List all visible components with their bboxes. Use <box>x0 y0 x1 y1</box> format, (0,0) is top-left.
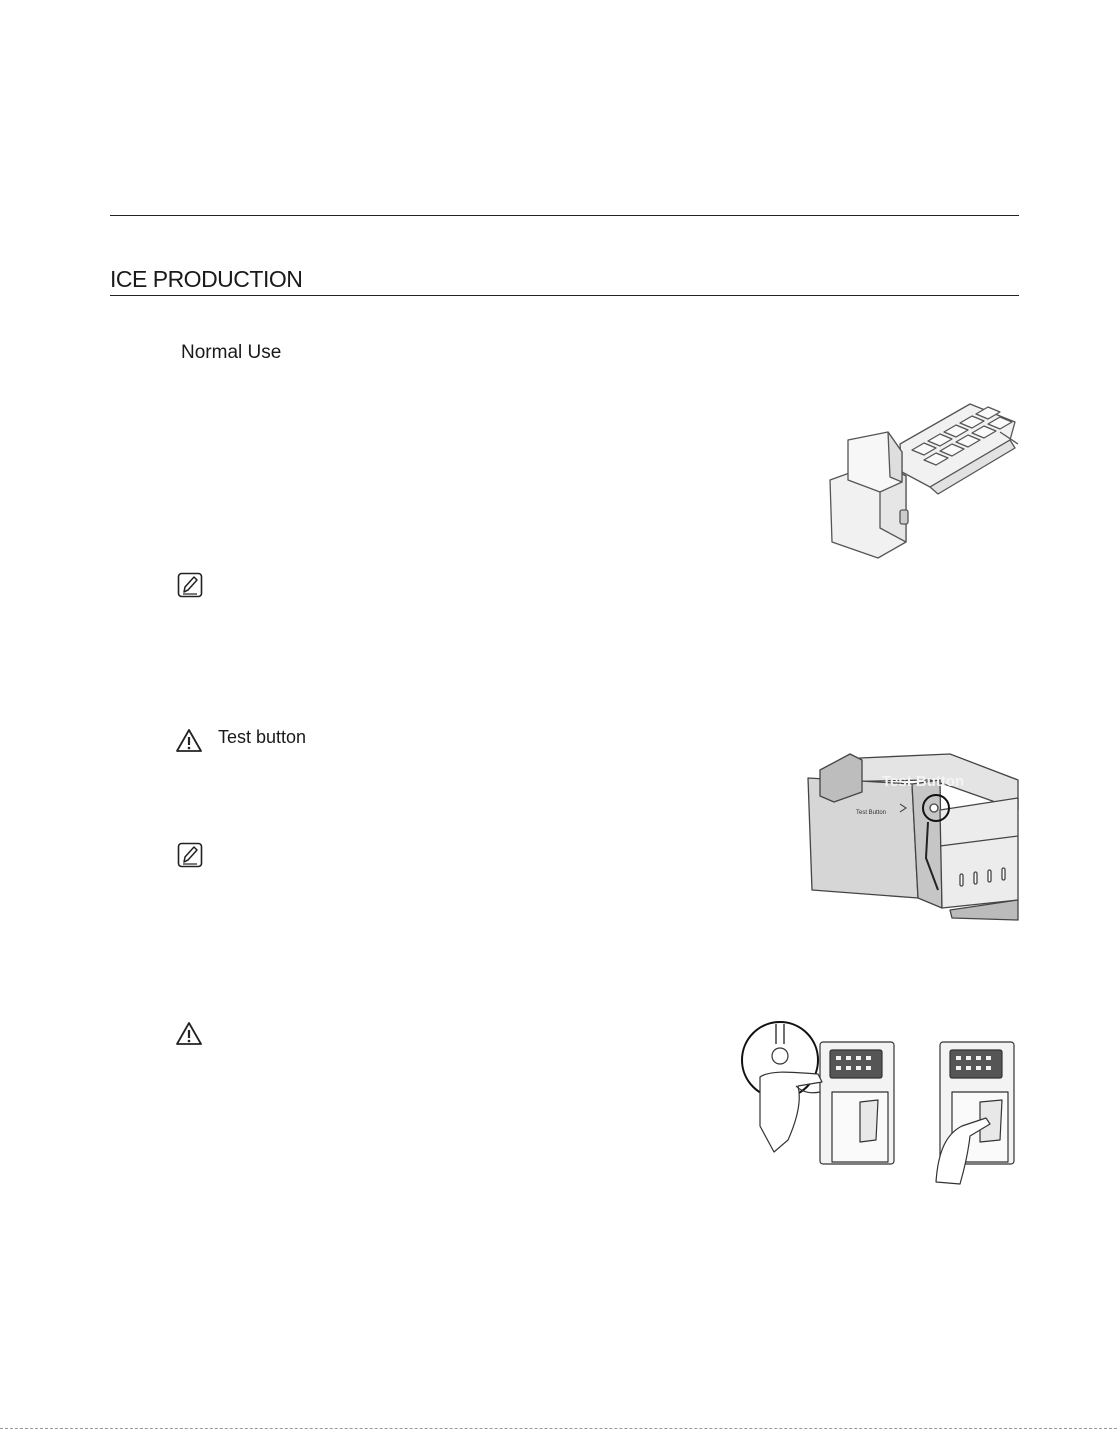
page-bottom-edge <box>0 1428 1117 1429</box>
warning-icon <box>176 1021 202 1047</box>
warning-icon <box>176 728 202 754</box>
section-underline <box>110 295 1019 296</box>
note-icon <box>177 572 203 598</box>
test-button-heading: Test button <box>218 727 307 747</box>
normal-use-heading: Normal Use <box>181 342 282 363</box>
faded-test-button-label: Test Button <box>882 773 965 790</box>
test-button-illustration <box>800 750 1018 922</box>
section-title: ICE PRODUCTION <box>110 266 303 292</box>
note-icon <box>177 842 203 868</box>
ice-maker-illustration <box>820 392 1020 562</box>
dispenser-illustration <box>740 1022 1020 1187</box>
top-divider <box>110 215 1019 216</box>
arrow-test-button-label: Test Button <box>856 810 887 816</box>
